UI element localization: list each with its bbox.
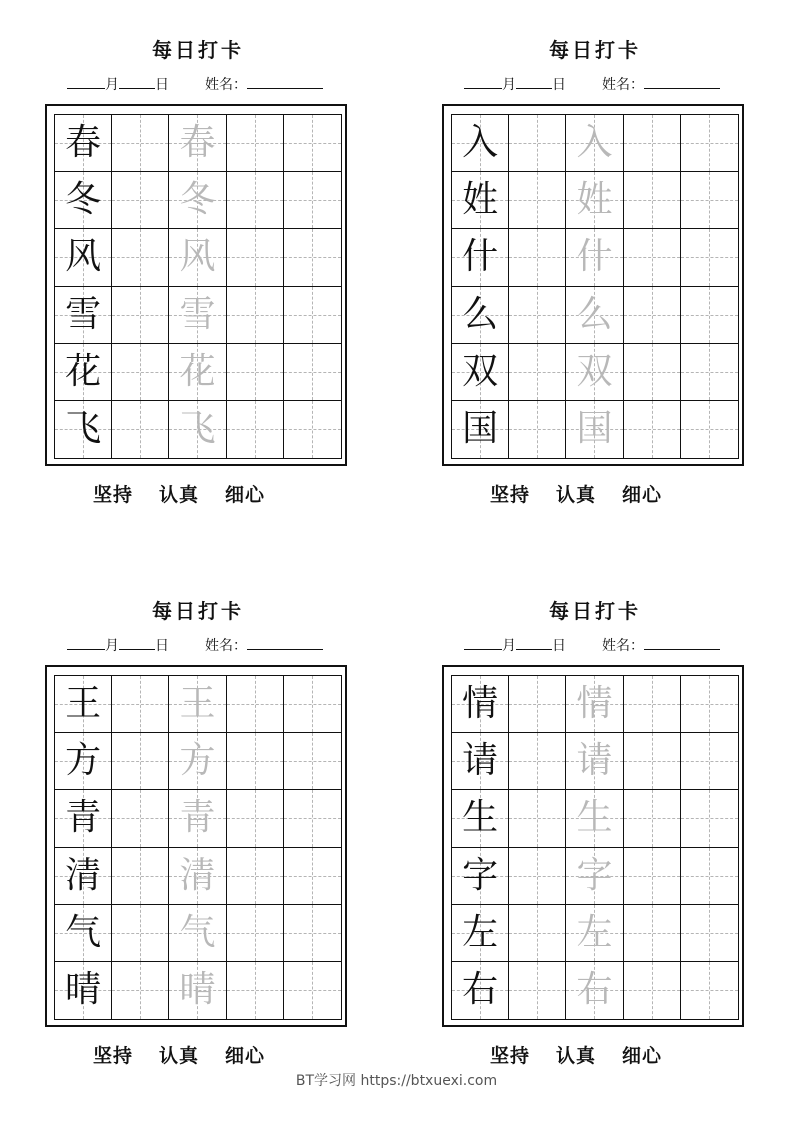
- trace-character-cell[interactable]: [566, 848, 623, 905]
- trace-character: 什: [576, 236, 613, 278]
- model-character-cell: [452, 344, 509, 401]
- practice-grid: [451, 114, 739, 459]
- model-character-cell: [55, 229, 112, 286]
- practice-frame: [45, 665, 347, 1027]
- writing-cell[interactable]: [681, 676, 738, 733]
- card-title: 每日打卡: [549, 599, 641, 623]
- writing-cell[interactable]: [624, 229, 681, 286]
- trace-character: 青: [179, 797, 216, 839]
- writing-cell[interactable]: [284, 848, 341, 905]
- writing-cell[interactable]: [681, 344, 738, 401]
- day-label: 日: [155, 77, 169, 93]
- model-character-cell: [452, 287, 509, 344]
- trace-character-cell[interactable]: [169, 790, 226, 847]
- writing-cell[interactable]: [624, 344, 681, 401]
- writing-cell[interactable]: [509, 401, 566, 458]
- writing-cell[interactable]: [227, 848, 284, 905]
- trace-character-cell[interactable]: [566, 344, 623, 401]
- writing-cell[interactable]: [227, 115, 284, 172]
- writing-cell[interactable]: [681, 848, 738, 905]
- trace-character-cell[interactable]: [169, 676, 226, 733]
- trace-character: 请: [576, 740, 613, 782]
- day-label: 日: [552, 638, 566, 654]
- trace-character-cell[interactable]: [566, 962, 623, 1019]
- trace-character: 姓: [576, 179, 613, 221]
- name-label: 姓名：: [205, 638, 247, 654]
- month-blank[interactable]: [67, 76, 105, 89]
- writing-cell[interactable]: [227, 733, 284, 790]
- model-character: 请: [462, 740, 499, 782]
- writing-cell[interactable]: [112, 172, 169, 229]
- writing-cell[interactable]: [681, 115, 738, 172]
- model-character: 什: [462, 236, 499, 278]
- date-name-line: [464, 635, 754, 655]
- writing-cell[interactable]: [112, 790, 169, 847]
- practice-grid: [54, 675, 342, 1020]
- trace-character: 么: [576, 293, 613, 335]
- day-label: 日: [552, 77, 566, 93]
- writing-cell[interactable]: [112, 676, 169, 733]
- writing-cell[interactable]: [284, 790, 341, 847]
- model-character-cell: [55, 962, 112, 1019]
- practice-frame: [45, 104, 347, 466]
- writing-cell[interactable]: [227, 172, 284, 229]
- model-character-cell: [55, 401, 112, 458]
- date-name-line: [67, 635, 357, 655]
- card-title: 每日打卡: [152, 38, 244, 62]
- writing-cell[interactable]: [681, 172, 738, 229]
- writing-cell[interactable]: [624, 733, 681, 790]
- trace-character-cell[interactable]: [169, 733, 226, 790]
- writing-cell[interactable]: [509, 790, 566, 847]
- practice-card: [442, 0, 748, 506]
- motto-serious: 认真: [159, 1045, 200, 1067]
- writing-cell[interactable]: [284, 905, 341, 962]
- trace-character: 入: [576, 122, 613, 164]
- writing-cell[interactable]: [227, 962, 284, 1019]
- motto: [93, 1041, 265, 1068]
- writing-cell[interactable]: [284, 344, 341, 401]
- writing-cell[interactable]: [509, 733, 566, 790]
- model-character-cell: [452, 733, 509, 790]
- model-character-cell: [452, 790, 509, 847]
- practice-card: [442, 561, 748, 1067]
- name-label: 姓名：: [602, 638, 644, 654]
- writing-cell[interactable]: [624, 962, 681, 1019]
- model-character-cell: [452, 229, 509, 286]
- name-blank[interactable]: [247, 76, 323, 89]
- date-name-line: [67, 74, 357, 94]
- name-blank[interactable]: [644, 76, 720, 89]
- trace-character: 雪: [179, 293, 216, 335]
- writing-cell[interactable]: [112, 905, 169, 962]
- model-character-cell: [55, 676, 112, 733]
- model-character-cell: [55, 172, 112, 229]
- trace-character-cell[interactable]: [169, 344, 226, 401]
- writing-cell[interactable]: [112, 848, 169, 905]
- model-character-cell: [452, 401, 509, 458]
- model-character: 花: [65, 350, 102, 392]
- trace-character: 气: [179, 911, 216, 953]
- writing-cell[interactable]: [509, 172, 566, 229]
- footer-watermark: BT学习网 https://btxuexi.com: [295, 1073, 498, 1089]
- writing-cell[interactable]: [227, 676, 284, 733]
- writing-cell[interactable]: [681, 229, 738, 286]
- motto-serious: 认真: [159, 484, 200, 506]
- trace-character: 字: [576, 854, 613, 896]
- model-character: 姓: [462, 179, 499, 221]
- model-character: 国: [462, 408, 499, 450]
- date-name-line: [464, 74, 754, 94]
- day-blank[interactable]: [516, 76, 552, 89]
- model-character: 青: [65, 797, 102, 839]
- practice-card: [45, 561, 351, 1067]
- name-label: 姓名：: [602, 77, 644, 93]
- writing-cell[interactable]: [112, 229, 169, 286]
- motto: [490, 1041, 662, 1068]
- trace-character: 花: [179, 350, 216, 392]
- model-character: 情: [462, 683, 499, 725]
- model-character: 冬: [65, 179, 102, 221]
- day-blank[interactable]: [119, 76, 155, 89]
- model-character: 飞: [65, 408, 102, 450]
- writing-cell[interactable]: [227, 905, 284, 962]
- model-character: 风: [65, 236, 102, 278]
- month-blank[interactable]: [464, 76, 502, 89]
- writing-cell[interactable]: [112, 287, 169, 344]
- writing-cell[interactable]: [509, 115, 566, 172]
- trace-character-cell[interactable]: [169, 172, 226, 229]
- writing-cell[interactable]: [681, 962, 738, 1019]
- name-blank[interactable]: [247, 637, 323, 650]
- model-character: 气: [65, 911, 102, 953]
- trace-character-cell[interactable]: [566, 733, 623, 790]
- model-character: 双: [462, 350, 499, 392]
- motto-persist: 坚持: [490, 1045, 531, 1067]
- writing-cell[interactable]: [509, 344, 566, 401]
- writing-cell[interactable]: [509, 287, 566, 344]
- trace-character-cell[interactable]: [566, 676, 623, 733]
- writing-cell[interactable]: [112, 733, 169, 790]
- model-character-cell: [452, 115, 509, 172]
- trace-character-cell[interactable]: [566, 229, 623, 286]
- model-character-cell: [55, 344, 112, 401]
- model-character-cell: [55, 848, 112, 905]
- model-character: 生: [462, 797, 499, 839]
- model-character-cell: [55, 287, 112, 344]
- trace-character: 双: [576, 350, 613, 392]
- trace-character: 飞: [179, 408, 216, 450]
- writing-cell[interactable]: [509, 905, 566, 962]
- writing-cell[interactable]: [227, 287, 284, 344]
- motto-persist: 坚持: [93, 484, 134, 506]
- motto-persist: 坚持: [93, 1045, 134, 1067]
- writing-cell[interactable]: [112, 962, 169, 1019]
- trace-character-cell[interactable]: [169, 848, 226, 905]
- trace-character: 情: [576, 683, 613, 725]
- practice-frame: [442, 104, 744, 466]
- model-character-cell: [452, 172, 509, 229]
- day-label: 日: [155, 638, 169, 654]
- writing-cell[interactable]: [509, 962, 566, 1019]
- trace-character: 清: [179, 854, 216, 896]
- model-character: 左: [462, 911, 499, 953]
- writing-cell[interactable]: [227, 790, 284, 847]
- trace-character: 生: [576, 797, 613, 839]
- practice-grid: [451, 675, 739, 1020]
- trace-character-cell[interactable]: [169, 229, 226, 286]
- writing-cell[interactable]: [624, 172, 681, 229]
- writing-cell[interactable]: [624, 287, 681, 344]
- motto-serious: 认真: [556, 1045, 597, 1067]
- motto-serious: 认真: [556, 484, 597, 506]
- model-character: 右: [462, 969, 499, 1011]
- model-character-cell: [452, 848, 509, 905]
- practice-card: [45, 0, 351, 506]
- motto-careful: 细心: [622, 1045, 663, 1067]
- writing-cell[interactable]: [624, 905, 681, 962]
- model-character-cell: [55, 905, 112, 962]
- trace-character: 方: [179, 740, 216, 782]
- writing-cell[interactable]: [284, 172, 341, 229]
- month-label: 月: [502, 77, 516, 93]
- writing-cell[interactable]: [284, 229, 341, 286]
- name-label: 姓名：: [205, 77, 247, 93]
- writing-cell[interactable]: [624, 401, 681, 458]
- writing-cell[interactable]: [227, 344, 284, 401]
- trace-character: 春: [179, 122, 216, 164]
- model-character: 王: [65, 683, 102, 725]
- writing-cell[interactable]: [624, 115, 681, 172]
- writing-cell[interactable]: [284, 676, 341, 733]
- model-character: 方: [65, 740, 102, 782]
- model-character-cell: [452, 962, 509, 1019]
- practice-grid: [54, 114, 342, 459]
- month-blank[interactable]: [67, 637, 105, 650]
- writing-cell[interactable]: [284, 115, 341, 172]
- trace-character: 国: [576, 408, 613, 450]
- card-title: 每日打卡: [152, 599, 244, 623]
- writing-cell[interactable]: [509, 848, 566, 905]
- trace-character: 冬: [179, 179, 216, 221]
- card-title: 每日打卡: [549, 38, 641, 62]
- motto-persist: 坚持: [490, 484, 531, 506]
- trace-character: 王: [179, 683, 216, 725]
- motto-careful: 细心: [622, 484, 663, 506]
- day-blank[interactable]: [516, 637, 552, 650]
- motto: [93, 480, 265, 507]
- month-label: 月: [105, 638, 119, 654]
- trace-character: 风: [179, 236, 216, 278]
- motto-careful: 细心: [225, 1045, 266, 1067]
- writing-cell[interactable]: [509, 229, 566, 286]
- practice-frame: [442, 665, 744, 1027]
- writing-cell[interactable]: [681, 790, 738, 847]
- model-character-cell: [452, 676, 509, 733]
- writing-cell[interactable]: [284, 733, 341, 790]
- writing-cell[interactable]: [509, 676, 566, 733]
- trace-character: 晴: [179, 969, 216, 1011]
- trace-character-cell[interactable]: [566, 115, 623, 172]
- model-character-cell: [452, 905, 509, 962]
- writing-cell[interactable]: [284, 287, 341, 344]
- model-character: 春: [65, 122, 102, 164]
- name-blank[interactable]: [644, 637, 720, 650]
- model-character: 么: [462, 293, 499, 335]
- model-character-cell: [55, 115, 112, 172]
- month-label: 月: [105, 77, 119, 93]
- month-label: 月: [502, 638, 516, 654]
- motto: [490, 480, 662, 507]
- trace-character-cell[interactable]: [169, 115, 226, 172]
- model-character: 入: [462, 122, 499, 164]
- writing-cell[interactable]: [681, 401, 738, 458]
- day-blank[interactable]: [119, 637, 155, 650]
- motto-careful: 细心: [225, 484, 266, 506]
- trace-character-cell[interactable]: [566, 172, 623, 229]
- writing-cell[interactable]: [227, 401, 284, 458]
- writing-cell[interactable]: [624, 790, 681, 847]
- writing-cell[interactable]: [284, 401, 341, 458]
- trace-character: 左: [576, 911, 613, 953]
- month-blank[interactable]: [464, 637, 502, 650]
- model-character: 晴: [65, 969, 102, 1011]
- writing-cell[interactable]: [227, 229, 284, 286]
- trace-character-cell[interactable]: [566, 905, 623, 962]
- trace-character-cell[interactable]: [566, 401, 623, 458]
- trace-character-cell[interactable]: [169, 962, 226, 1019]
- model-character: 清: [65, 854, 102, 896]
- trace-character-cell[interactable]: [169, 905, 226, 962]
- writing-cell[interactable]: [112, 115, 169, 172]
- writing-cell[interactable]: [624, 676, 681, 733]
- writing-cell[interactable]: [681, 733, 738, 790]
- trace-character-cell[interactable]: [169, 287, 226, 344]
- writing-cell[interactable]: [112, 401, 169, 458]
- writing-cell[interactable]: [681, 287, 738, 344]
- model-character: 雪: [65, 293, 102, 335]
- model-character-cell: [55, 790, 112, 847]
- writing-cell[interactable]: [112, 344, 169, 401]
- writing-cell[interactable]: [284, 962, 341, 1019]
- trace-character: 右: [576, 969, 613, 1011]
- model-character-cell: [55, 733, 112, 790]
- model-character: 字: [462, 854, 499, 896]
- trace-character-cell[interactable]: [566, 287, 623, 344]
- writing-cell[interactable]: [681, 905, 738, 962]
- writing-cell[interactable]: [624, 848, 681, 905]
- trace-character-cell[interactable]: [566, 790, 623, 847]
- trace-character-cell[interactable]: [169, 401, 226, 458]
